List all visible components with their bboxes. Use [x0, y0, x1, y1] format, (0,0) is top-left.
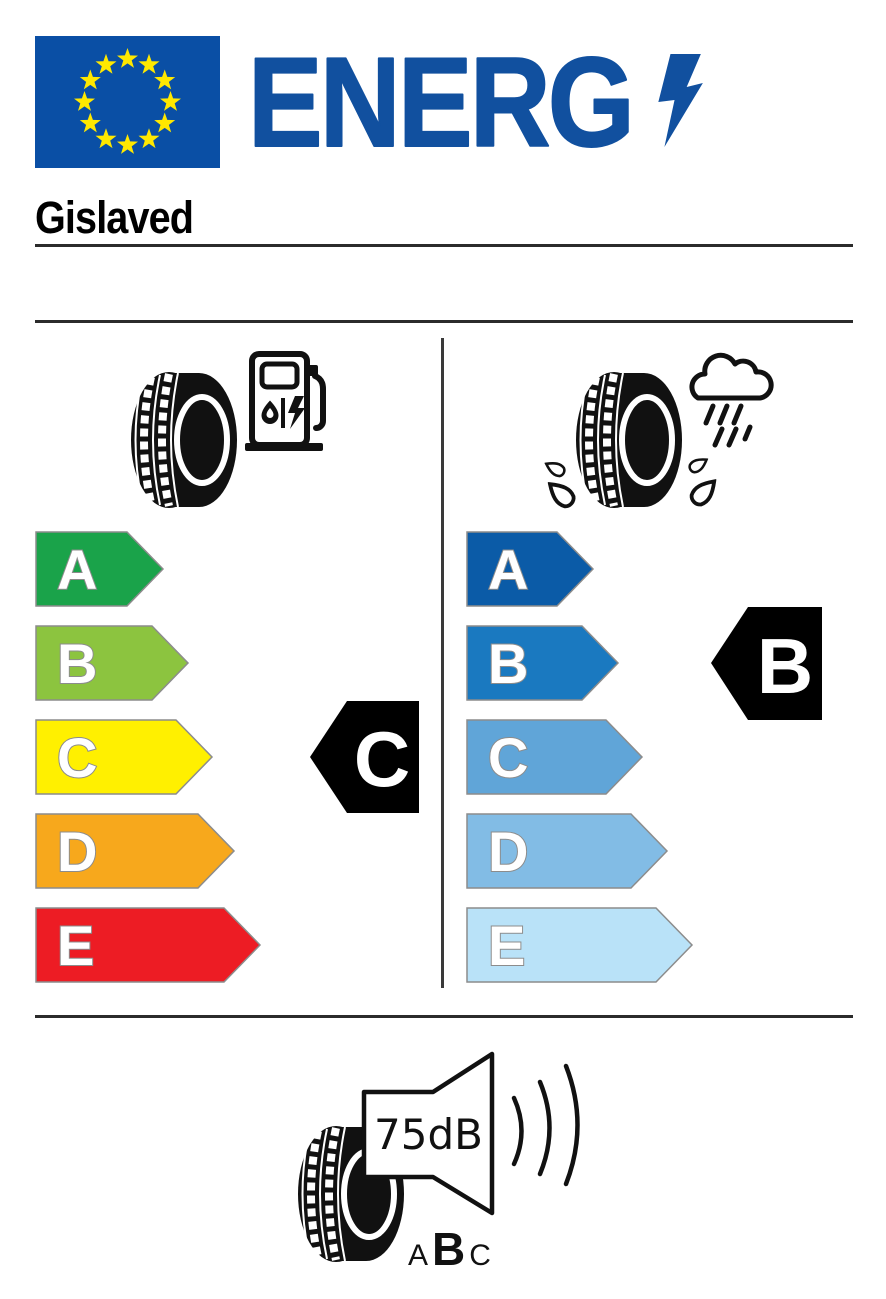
wet-grip-grade-bar-a	[466, 531, 595, 607]
noise-class-row	[408, 1222, 491, 1276]
wet-grip-grade-bar-b	[466, 625, 620, 701]
sound-waves-icon	[508, 1056, 598, 1206]
wet-grip-rating-letter: B	[756, 622, 814, 710]
lightning-bolt-icon	[658, 54, 703, 147]
grade-letter: D	[488, 820, 529, 883]
grade-letter: E	[488, 914, 526, 977]
energ-logo	[248, 54, 728, 152]
grade-letter: B	[488, 632, 529, 695]
fuel-grade-bar-a	[35, 531, 165, 607]
fuel-rating-letter: C	[353, 715, 411, 803]
energ-logo-text: ENERG	[248, 54, 633, 152]
grade-letter: D	[57, 820, 98, 883]
splash-drop-icon	[684, 474, 722, 512]
rain-cloud-icon	[676, 346, 782, 448]
brand-name: Gislaved	[35, 192, 194, 243]
fuel-pump-icon	[243, 350, 327, 452]
fuel-grade-bar-d	[35, 813, 236, 889]
fuel-grade-bar-e	[35, 907, 262, 983]
tyre-icon	[129, 370, 239, 510]
grade-letter: A	[488, 538, 529, 601]
grade-letter: E	[57, 914, 95, 977]
grade-letter: C	[57, 726, 98, 789]
divider-panel-top	[35, 320, 853, 323]
grade-letter: C	[488, 726, 529, 789]
divider-vertical	[441, 338, 444, 988]
noise-value: 75dB	[374, 1110, 483, 1159]
divider-top	[35, 244, 853, 247]
noise-class-c: C	[469, 1239, 491, 1272]
fuel-grade-bar-c	[35, 719, 214, 795]
fuel-grade-bar-b	[35, 625, 190, 701]
splash-drop-icon	[543, 476, 581, 514]
tyre-icon	[574, 370, 684, 510]
divider-panel-bottom	[35, 1015, 853, 1018]
noise-class-b-selected: B	[432, 1223, 466, 1275]
fuel-rating-indicator	[310, 700, 420, 814]
grade-letter: B	[57, 632, 98, 695]
wet-grip-rating-indicator	[711, 606, 823, 721]
noise-speaker-icon	[358, 1046, 498, 1218]
eu-flag	[35, 36, 220, 168]
wet-grip-grade-bar-e	[466, 907, 694, 983]
grade-letter: A	[57, 538, 98, 601]
noise-class-a: A	[408, 1239, 429, 1272]
wet-grip-grade-bar-c	[466, 719, 644, 795]
wet-grip-grade-bar-d	[466, 813, 669, 889]
